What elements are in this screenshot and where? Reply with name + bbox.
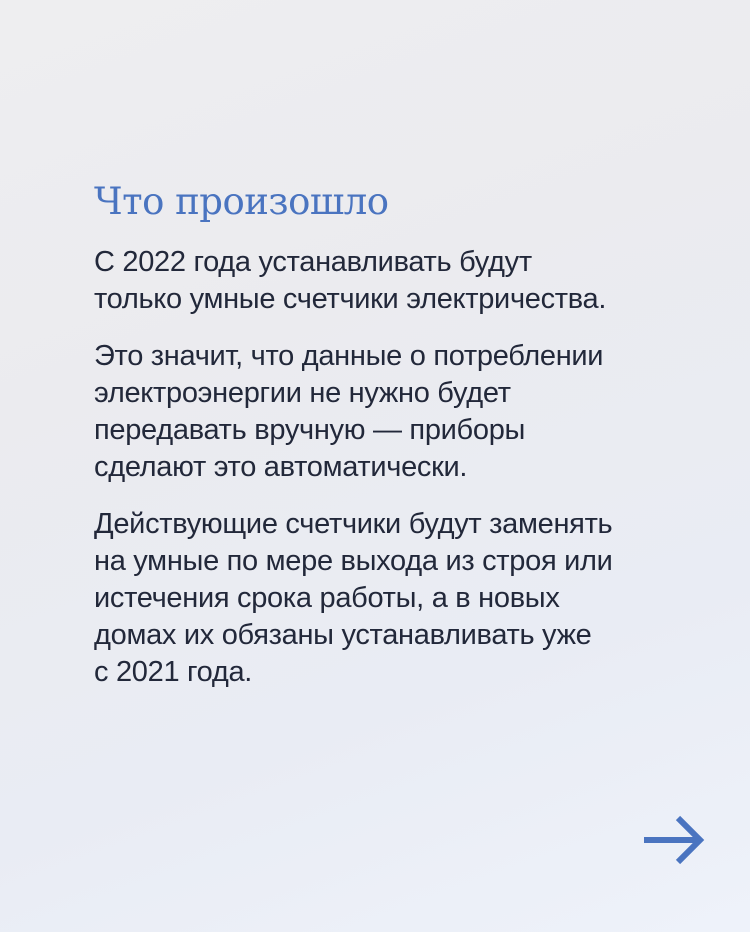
paragraph-line: с 2021 года. [94,656,253,688]
paragraph-line: сделают это автоматически. [94,451,468,483]
paragraph-line: Действующие счетчики будут заменять [94,508,613,540]
paragraph-line: только умные счетчики электричества. [94,283,607,315]
paragraph-2 [94,338,714,486]
paragraph-line: Это значит, что данные о потреблении [94,340,604,372]
paragraph-3 [94,506,714,691]
paragraph-line: истечения срока работы, а в новых [94,582,560,614]
paragraph-line: С 2022 года устанавливать будут [94,246,532,278]
paragraph-1 [94,244,714,318]
paragraph-line: электроэнергии не нужно будет [94,377,511,409]
slide-body [94,244,714,711]
paragraph-line: домах их обязаны устанавливать уже [94,619,592,651]
paragraph-line: на умные по мере выхода из строя или [94,545,613,577]
slide-title: Что произошло [94,180,389,223]
next-slide-button[interactable] [640,814,706,866]
paragraph-line: передавать вручную — приборы [94,414,526,446]
arrow-right-icon [640,814,706,866]
